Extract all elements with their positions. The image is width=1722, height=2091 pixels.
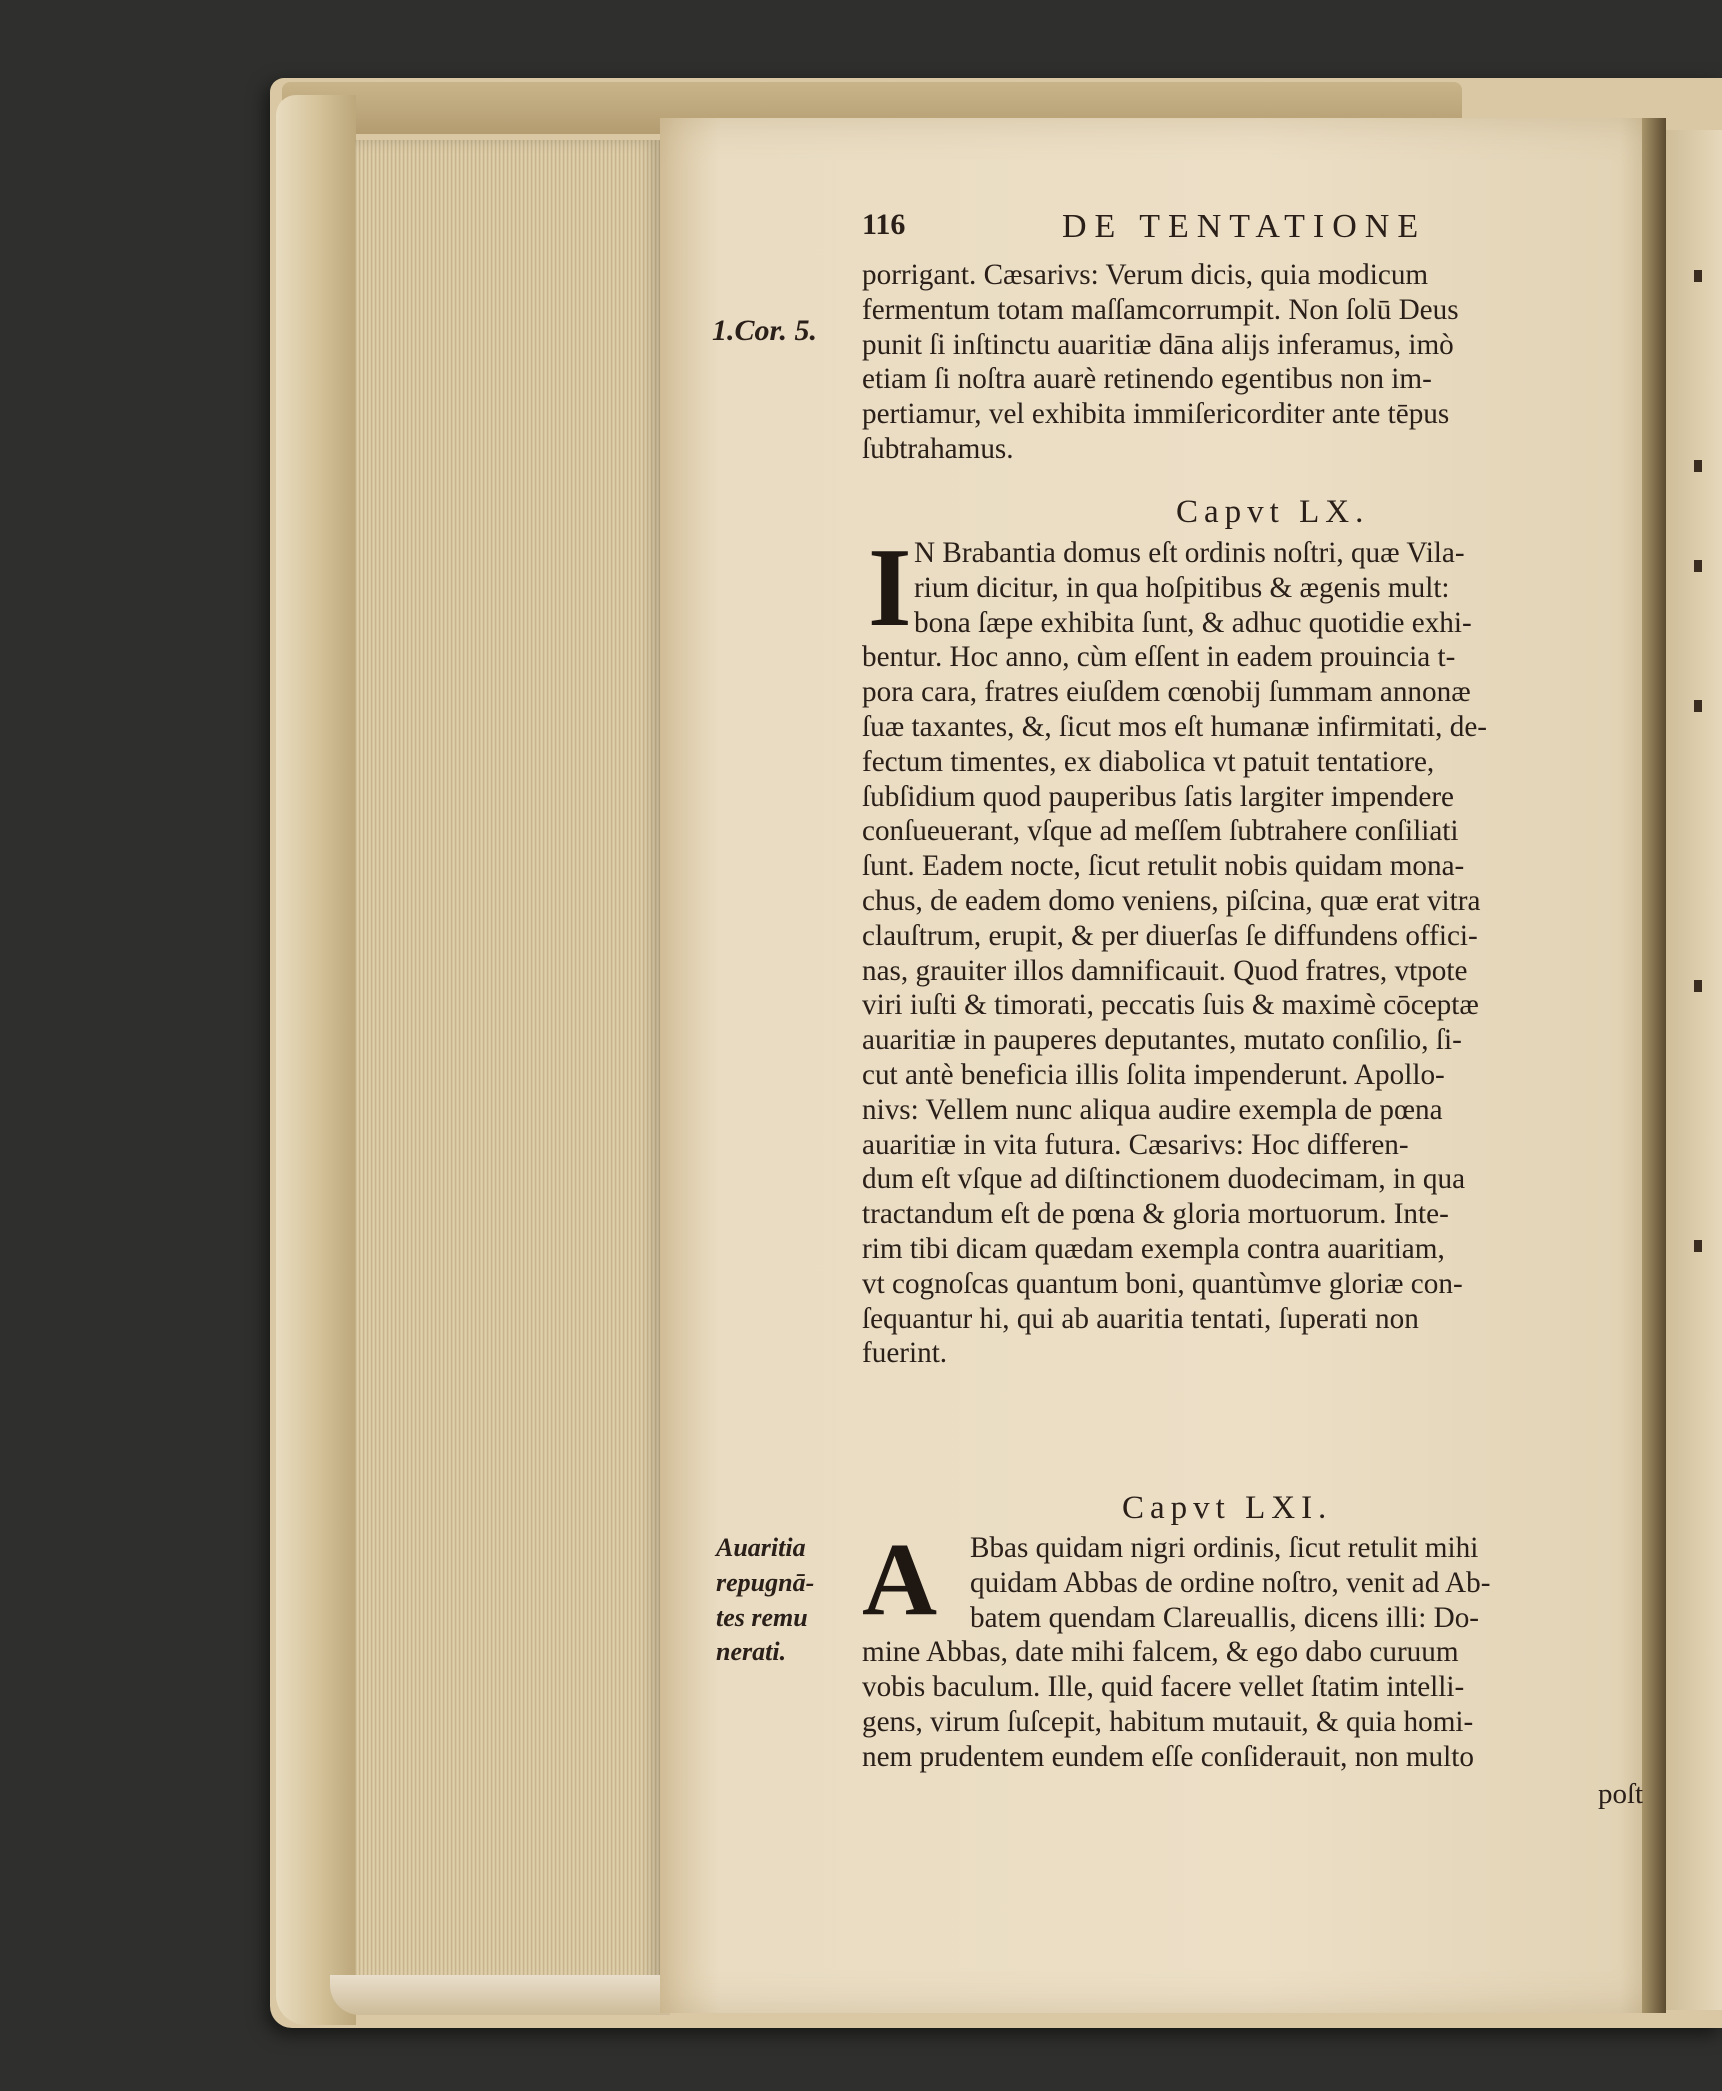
chapter-60-text — [862, 536, 1652, 1371]
text-line: chus, de eadem domo veniens, piſcina, quæ erat vitra — [862, 884, 1481, 917]
text-line: pertiamur, vel exhibita immiſericorditer ante tēpus — [862, 398, 1450, 431]
text-line: vobis baculum. Ille, quid facere vellet ſtatim intelli- — [862, 1671, 1465, 1704]
text-line: quidam Abbas de ordine noſtro, venit ad Ab- — [970, 1566, 1491, 1599]
text-line: nem prudentem eundem eſſe conſiderauit, non multo — [862, 1740, 1474, 1773]
text-line: clauſtrum, erupit, & per diuerſas ſe diffundens offici- — [862, 919, 1478, 952]
right-page-fragment — [1694, 560, 1702, 572]
text-line: mine Abbas, date mihi falcem, & ego dabo curuum — [862, 1636, 1459, 1669]
text-line: tractandum eſt de pœna & gloria mortuorum. Inte- — [862, 1198, 1449, 1231]
right-page-sliver — [1666, 130, 1722, 2010]
text-line: viri iuſti & timorati, peccatis ſuis & maximè cōceptæ — [862, 989, 1479, 1022]
text-line: nivs: Vellem nunc aliqua audire exempla de pœna — [862, 1093, 1443, 1126]
running-head-title: DE TENTATIONE — [1062, 208, 1427, 245]
text-line: bona ſæpe exhibita ſunt, & adhuc quotidie exhi- — [914, 606, 1472, 639]
text-line: N Brabantia domus eſt ordinis noſtri, quæ Vila- — [914, 537, 1465, 569]
running-header — [862, 208, 1652, 248]
text-line: fuerint. — [862, 1337, 948, 1370]
text-line: auaritiæ in vita futura. Cæsarivs: Hoc differen- — [862, 1128, 1409, 1161]
margin-note-line: tes remu — [716, 1602, 808, 1632]
cover-bottom-corner — [330, 1975, 670, 2015]
text-line: rim tibi dicam quædam exempla contra auaritiam, — [862, 1232, 1445, 1265]
text-line: Bbas quidam nigri ordinis, ſicut retulit mihi — [970, 1532, 1479, 1564]
margin-reference: 1.Cor. 5. — [712, 314, 818, 347]
text-line: pora cara, fratres eiuſdem cœnobij ſummam annonæ — [862, 676, 1471, 709]
right-page-fragment — [1694, 980, 1702, 992]
text-line: fermentum totam maſſamcorrumpit. Non ſolū Deus — [862, 293, 1459, 326]
text-line: rium dicitur, in qua hoſpitibus & ægenis mult: — [914, 571, 1450, 604]
text-line: etiam ſi noſtra auarè retinendo egentibus non im- — [862, 363, 1432, 396]
text-line: ſequantur hi, qui ab auaritia tentati, ſuperati non — [862, 1302, 1419, 1335]
cover-spine-edge — [276, 95, 356, 2025]
margin-note-auaritia — [716, 1531, 814, 1670]
page-block-edges — [355, 140, 660, 2005]
text-line: cut antè beneficia illis ſolita impenderunt. Apollo- — [862, 1058, 1445, 1091]
chapter-61-heading: Capvt LXI. — [1122, 1490, 1333, 1526]
intro-paragraph — [862, 258, 1652, 467]
right-page-fragment — [1694, 460, 1702, 472]
text-line: gens, virum ſuſcepit, habitum mutauit, & quia homi- — [862, 1705, 1474, 1738]
right-page-fragment — [1694, 270, 1702, 282]
text-line: ſuæ taxantes, &, ſicut mos eſt humanæ infirmitati, de- — [862, 710, 1487, 743]
text-line: ſubſidium quod pauperibus ſatis largiter impendere — [862, 780, 1455, 813]
text-line: dum eſt vſque ad diſtinctionem duodecimam, in qua — [862, 1163, 1466, 1196]
right-page-fragment — [1694, 700, 1702, 712]
text-line: punit ſi inſtinctu auaritiæ dāna alijs inferamus, imò — [862, 328, 1454, 361]
text-line: ſunt. Eadem nocte, ſicut retulit nobis quidam mona- — [862, 850, 1465, 883]
text-line: auaritiæ in pauperes deputantes, mutato conſilio, ſi- — [862, 1024, 1462, 1057]
chapter-61-drop-cap: A — [862, 1522, 938, 1637]
text-line: batem quendam Clareuallis, dicens illi: Do- — [970, 1601, 1480, 1634]
page-number: 116 — [862, 208, 906, 241]
chapter-60-heading: Capvt LX. — [1176, 494, 1370, 530]
text-line: vt cognoſcas quantum boni, quantùmve gloriæ con- — [862, 1267, 1463, 1300]
right-page-fragment — [1694, 1240, 1702, 1252]
margin-note-line: nerati. — [716, 1637, 787, 1667]
catchword: poſt — [1598, 1778, 1644, 1810]
margin-note-line: repugnā- — [716, 1567, 815, 1597]
text-line: bentur. Hoc anno, cùm eſſent in eadem prouincia t- — [862, 641, 1456, 674]
margin-note-line: Auaritia — [716, 1533, 806, 1562]
text-line: porrigant. Cæsarivs: Verum dicis, quia modicum — [862, 259, 1429, 291]
text-line: nas, grauiter illos damnificauit. Quod fratres, vtpote — [862, 954, 1468, 987]
text-line: conſueuerant, vſque ad meſſem ſubtrahere conſiliati — [862, 815, 1459, 848]
text-line: fectum timentes, ex diabolica vt patuit tentatiore, — [862, 745, 1435, 778]
chapter-61-text — [862, 1531, 1652, 1775]
text-line: ſubtrahamus. — [862, 432, 1014, 465]
chapter-60-drop-cap: I — [868, 526, 912, 650]
